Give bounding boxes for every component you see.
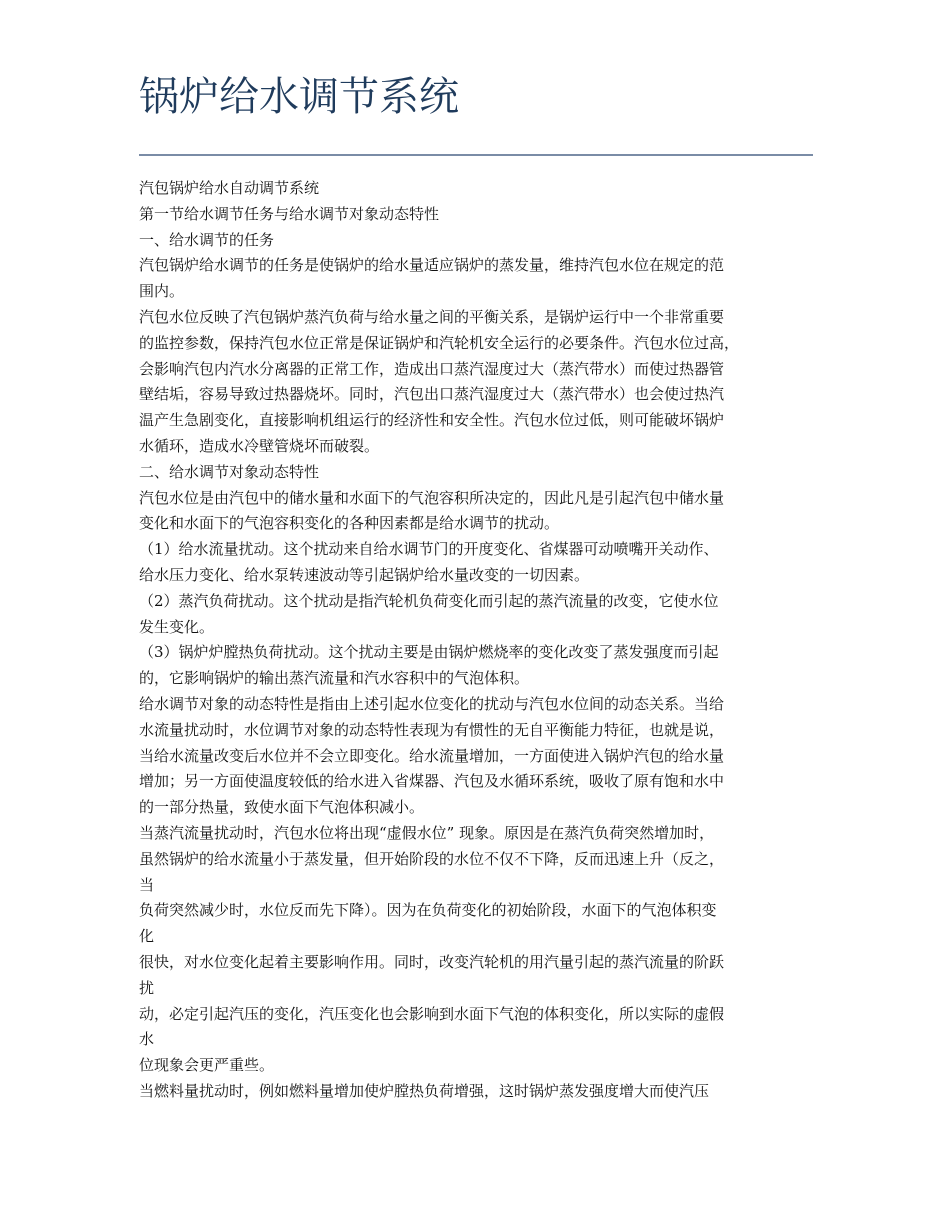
text-line: 给水压力变化、给水泵转速波动等引起锅炉给水量改变的一切因素。 — [139, 565, 590, 584]
text-line: 当 — [139, 875, 155, 894]
text-line: 很快，对水位变化起着主要影响作用。同时，改变汽轮机的用汽量引起的蒸汽流量的阶跃 — [139, 952, 725, 971]
text-line: 会影响汽包内汽水分离器的正常工作，造成出口蒸汽湿度过大（蒸汽带水）而使过热器管 — [139, 359, 725, 378]
text-line: 第一节给水调节任务与给水调节对象动态特性 — [139, 204, 440, 223]
text-line: 扰 — [139, 978, 155, 997]
text-line: 壁结垢，容易导致过热器烧坏。同时，汽包出口蒸汽湿度过大（蒸汽带水）也会使过热汽 — [139, 385, 725, 404]
text-line: 动，必定引起汽压的变化，汽压变化也会影响到水面下气泡的体积变化，所以实际的虚假 — [139, 1004, 725, 1023]
text-line: 当给水流量改变后水位并不会立即变化。给水流量增加，一方面使进入锅炉汽包的给水量 — [139, 746, 725, 765]
text-line: 的一部分热量，致使水面下气泡体积减小。 — [139, 798, 425, 817]
text-line: 增加；另一方面使温度较低的给水进入省煤器、汽包及水循环系统，吸收了原有饱和水中 — [139, 772, 725, 791]
text-line: （2）蒸汽负荷扰动。这个扰动是指汽轮机负荷变化而引起的蒸汽流量的改变，它使水位 — [139, 591, 719, 610]
title-divider — [139, 154, 813, 156]
text-line: （1）给水流量扰动。这个扰动来自给水调节门的开度变化、省煤器可动喷嘴开关动作、 — [139, 540, 719, 559]
text-line: 给水调节对象的动态特性是指由上述引起水位变化的扰动与汽包水位间的动态关系。当给 — [139, 694, 725, 713]
text-line: 的监控参数，保持汽包水位正常是保证锅炉和汽轮机安全运行的必要条件。汽包水位过高， — [139, 333, 740, 352]
text-line: 汽包水位是由汽包中的储水量和水面下的气泡容积所决定的，因此凡是引起汽包中储水量 — [139, 488, 725, 507]
text-line: 当蒸汽流量扰动时，汽包水位将出现“虚假水位” 现象。原因是在蒸汽负荷突然增加时， — [139, 823, 715, 842]
text-line: 的，它影响锅炉的输出蒸汽流量和汽水容积中的气泡体积。 — [139, 669, 530, 688]
text-line: 温产生急剧变化，直接影响机组运行的经济性和安全性。汽包水位过低，则可能破坏锅炉 — [139, 411, 725, 430]
text-line: 虽然锅炉的给水流量小于蒸发量，但开始阶段的水位不仅不下降，反而迅速上升（反之， — [139, 849, 725, 868]
text-line: 发生变化。 — [139, 617, 215, 636]
text-line: 二、给水调节对象动态特性 — [139, 462, 320, 481]
text-line: （3）锅炉炉膛热负荷扰动。这个扰动主要是由锅炉燃烧率的变化改变了蒸发强度而引起 — [139, 643, 719, 662]
text-line: 变化和水面下的气泡容积变化的各种因素都是给水调节的扰动。 — [139, 514, 560, 533]
text-line: 位现象会更严重些。 — [139, 1056, 275, 1075]
text-line: 围内。 — [139, 282, 185, 301]
text-line: 水循环，造成水冷壁管烧坏而破裂。 — [139, 436, 380, 455]
text-line: 化 — [139, 927, 155, 946]
text-line: 当燃料量扰动时，例如燃料量增加使炉膛热负荷增强，这时锅炉蒸发强度增大而使汽压 — [139, 1081, 710, 1100]
text-line: 负荷突然减少时，水位反而先下降）。因为在负荷变化的初始阶段，水面下的气泡体积变 — [139, 901, 717, 920]
text-line: 一、给水调节的任务 — [139, 230, 275, 249]
text-line: 水 — [139, 1030, 155, 1049]
text-line: 水流量扰动时，水位调节对象的动态特性表现为有惯性的无自平衡能力特征，也就是说， — [139, 720, 725, 739]
text-line: 汽包锅炉给水调节的任务是使锅炉的给水量适应锅炉的蒸发量，维持汽包水位在规定的范 — [139, 256, 725, 275]
text-line: 汽包锅炉给水自动调节系统 — [139, 179, 320, 197]
document-body — [139, 176, 819, 1105]
text-line: 汽包水位反映了汽包锅炉蒸汽负荷与给水量之间的平衡关系，是锅炉运行中一个非常重要 — [139, 307, 725, 326]
document-title: 锅炉给水调节系统 — [139, 74, 459, 120]
